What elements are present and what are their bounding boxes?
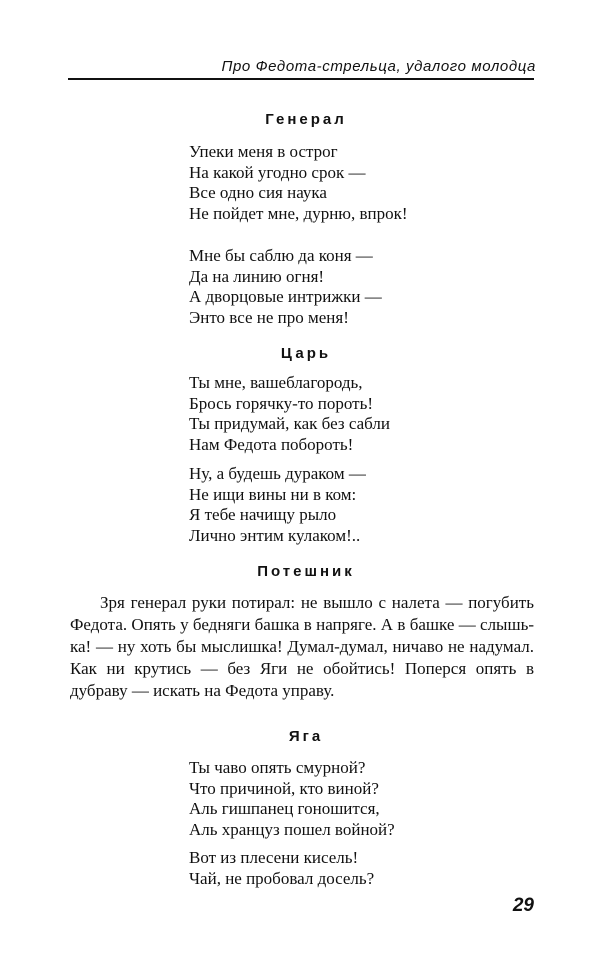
verse-line: Не ищи вины ни в ком: <box>189 484 357 504</box>
stanza <box>189 373 390 456</box>
speaker-heading-jester: Потешник <box>257 563 355 580</box>
verse-line: Вот из плесени кисель! <box>189 848 359 867</box>
verse-line: Брось горячку-то пороть! <box>189 393 374 413</box>
verse-line: Упеки меня в острог <box>189 142 338 161</box>
stanza <box>189 464 366 547</box>
verse-line: На какой угодно срок — <box>189 162 366 182</box>
page-number: 29 <box>512 895 534 916</box>
verse-line: Аль хранцуз пошел войной? <box>189 820 395 840</box>
verse-line: Мне бы саблю да коня — <box>189 246 373 265</box>
verse-line: Ну, а будешь дураком — <box>189 464 366 483</box>
running-header: Про Федота-стрельца, удалого молодца <box>221 58 536 75</box>
verse-line: Все одно сия наука <box>189 183 327 203</box>
stanza <box>189 142 408 225</box>
verse-line: Что причиной, кто виной? <box>189 778 379 798</box>
speaker-heading-tsar: Царь <box>280 345 332 362</box>
speaker-heading-general: Генерал <box>265 111 347 128</box>
verse-line: Ты чаво опять смурной? <box>189 758 366 777</box>
speaker-heading-yaga: Яга <box>288 728 324 745</box>
stanza <box>189 848 374 889</box>
verse-line: Аль гишпанец гоношится, <box>189 799 380 819</box>
verse-line: А дворцовые интрижки — <box>189 287 382 307</box>
verse-line: Нам Федота побороть! <box>189 435 354 455</box>
verse-line: Лично энтим кулаком!.. <box>189 526 361 546</box>
verse-line: Да на линию огня! <box>189 266 325 286</box>
stanza <box>189 758 395 841</box>
verse-line: Не пойдет мне, дурню, впрок! <box>189 204 408 224</box>
verse-line: Ты мне, вашеблагородь, <box>189 373 363 392</box>
verse-line: Чай, не пробовал досель? <box>189 868 375 888</box>
verse-line: Я тебе начищу рыло <box>189 505 337 525</box>
stanza <box>189 246 382 329</box>
verse-line: Ты придумай, как без сабли <box>189 414 390 434</box>
header-rule <box>68 78 534 80</box>
prose-paragraph: Зря генерал руки потирал: не вышло с налета — погубить Федота. Опять у бедняги башка в напряге. А в башке — слышь-ка! — ну хоть бы мыслишка! Думал-думал, ничаво не надумал. Как ни крутись — без Яги не обойтись! Поперся опять в дубраву — искать на Федота управу. <box>70 593 534 700</box>
verse-line: Энто все не про меня! <box>189 308 349 328</box>
